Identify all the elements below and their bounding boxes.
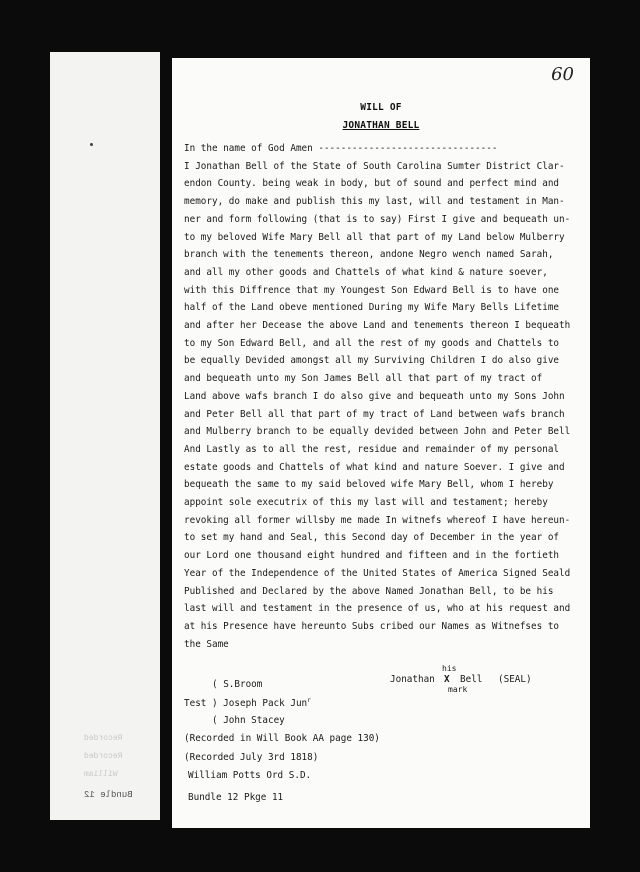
recorded-date-note: (Recorded July 3rd 1818): [184, 752, 319, 763]
body-line: last will and testament in the presence of us, who at his request and: [184, 603, 571, 615]
signature-mark-label: mark: [448, 685, 468, 694]
body-line: and Mulberry branch to be equally devided between John and Peter Bell: [184, 426, 571, 438]
body-line: the Same: [184, 638, 229, 650]
punch-mark: [90, 143, 93, 146]
body-line: at his Presence have hereunto Subs cribed our Names as Witnefses to: [184, 620, 560, 632]
body-line: with this Diffrence that my Youngest Son Edward Bell is to have one: [184, 284, 560, 296]
body-line: to my Son Edward Bell, and all the rest of my goods and Chattels to: [184, 337, 560, 349]
will-body-text: [184, 140, 580, 653]
body-line: memory, do make and publish this my last, will and testament in Man-: [184, 196, 565, 208]
body-line: endon County. being weak in body, but of sound and perfect mind and: [184, 178, 560, 190]
signature-name: Jonathan: [390, 674, 435, 685]
body-line: I Jonathan Bell of the State of South Carolina Sumter District Clar-: [184, 160, 565, 172]
body-line: and bequeath unto my Son James Bell all that part of my tract of: [184, 373, 543, 385]
will-document-page: [172, 58, 590, 828]
body-line: ner and form following (that is to say) First I give and bequeath un-: [184, 213, 571, 225]
body-line: estate goods and Chattels of what kind and nature Soever. I give and: [184, 461, 565, 473]
body-line: half of the Land obeve mentioned During my Wife Mary Bells Lifetime: [184, 302, 560, 314]
signature-x-mark: X: [444, 674, 450, 685]
bleed-through-text: William: [84, 770, 118, 779]
bleed-through-text: Bundle 12: [84, 790, 133, 800]
previous-page-edge: [50, 52, 160, 820]
body-line: and Peter Bell all that part of my tract of Land between wafs branch: [184, 408, 565, 420]
signature-his: his: [442, 664, 457, 673]
witness-stacey: ( John Stacey: [212, 715, 285, 726]
body-line: appoint sole executrix of this my last will and testament; hereby: [184, 497, 548, 509]
document-title: WILL OF: [360, 102, 402, 113]
witness-pack: Test ) Joseph Pack Jun$^r$: [184, 697, 311, 710]
body-line: In the name of God Amen --------------------------------: [184, 143, 498, 154]
body-line: branch with the tenements thereon, andone Negro wench named Sarah,: [184, 249, 554, 261]
body-line: and after her Decease the above Land and tenements thereon I bequeath: [184, 320, 571, 332]
signature-surname: Bell: [460, 674, 483, 685]
body-line: be equally Devided amongst all my Surviving Children I do also give: [184, 355, 560, 367]
body-line: and all my other goods and Chattels of what kind & nature soever,: [184, 266, 548, 278]
body-line: to set my hand and Seal, this Second day of December in the year of: [184, 532, 560, 544]
body-line: And Lastly as to all the rest, residue and remainder of my personal: [184, 443, 560, 455]
body-line: our Lord one thousand eight hundred and fifteen and in the fortieth: [184, 550, 560, 562]
body-line: Land above wafs branch I do also give and bequeath unto my Sons John: [184, 390, 565, 402]
bleed-through-text: Recorded: [84, 734, 123, 743]
signature-seal: (SEAL): [498, 674, 532, 685]
witness-broom: ( S.Broom: [212, 679, 263, 690]
document-subtitle: JONATHAN BELL: [342, 120, 420, 131]
body-line: to my beloved Wife Mary Bell all that part of my Land below Mulberry: [184, 231, 565, 243]
body-line: revoking all former willsby me made In witnefs whereof I have hereun-: [184, 514, 571, 526]
page-number: 60: [551, 64, 574, 85]
bleed-through-text: Recorded: [84, 752, 123, 761]
recorded-book-note: (Recorded in Will Book AA page 130): [184, 733, 380, 744]
bundle-reference: Bundle 12 Pkge 11: [188, 792, 284, 803]
body-line: bequeath the same to my said beloved wife Mary Bell, whom I hereby: [184, 479, 554, 491]
body-line: Published and Declared by the above Named Jonathan Bell, to be his: [184, 585, 554, 597]
body-line: Year of the Independence of the United States of America Signed Seald: [184, 567, 571, 579]
ordinary-signature: William Potts Ord S.D.: [188, 770, 312, 781]
